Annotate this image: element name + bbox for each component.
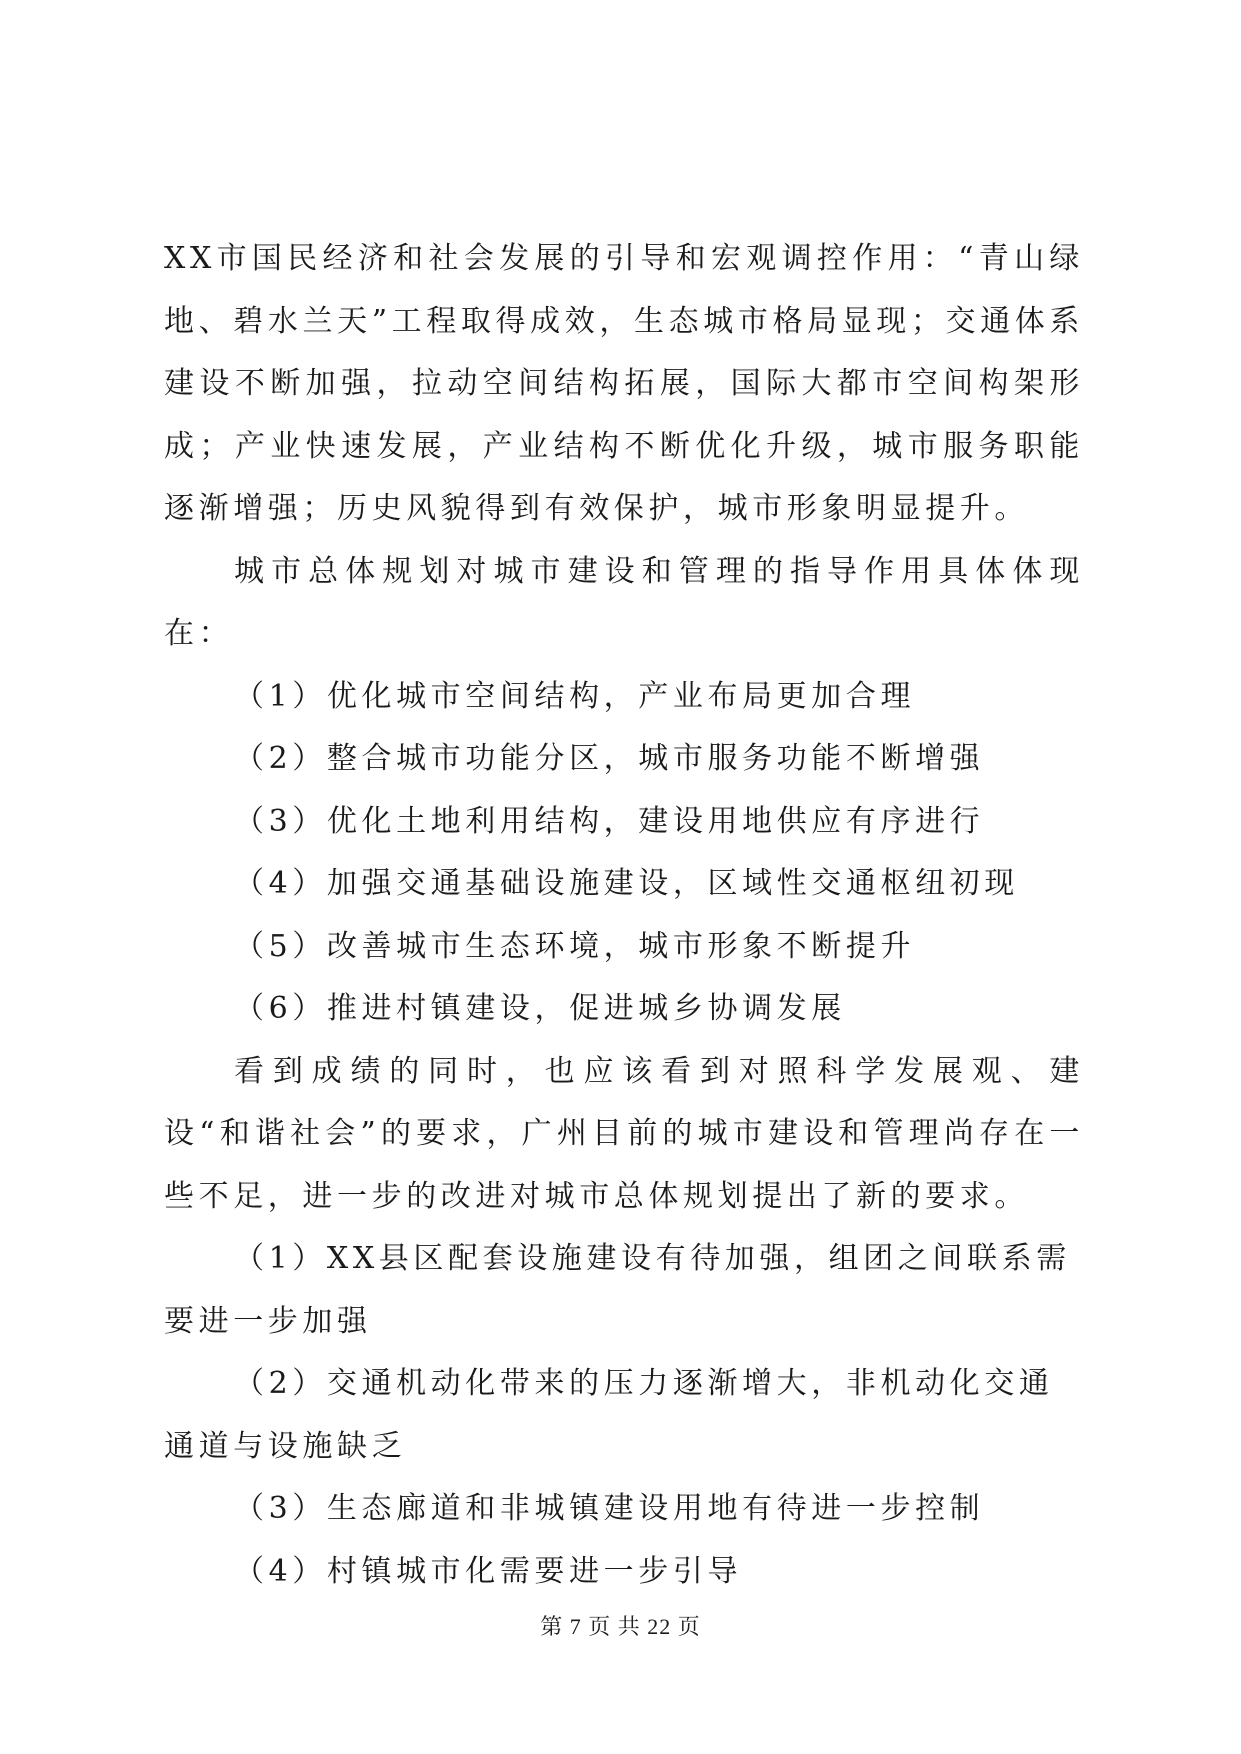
list-item: （3）生态廊道和非城镇建设用地有待进一步控制: [234, 1491, 985, 1526]
document-body: [164, 228, 1084, 1603]
page-footer: 第 7 页 共 22 页: [540, 1614, 701, 1639]
list-item: （1）优化城市空间结构，产业布局更加合理: [234, 678, 916, 714]
list-item: （2）交通机动化带来的压力逐渐增大，非机动化交通通道与设施缺乏: [164, 1366, 1054, 1464]
list-item: （2）整合城市功能分区，城市服务功能不断增强: [234, 741, 985, 776]
paragraph-shortcomings: 看到成绩的同时，也应该看到对照科学发展观、建设“和谐社会”的要求，广州目前的城市建设和管理尚存在一些不足，进一步的改进对城市总体规划提出了新的要求。: [164, 1053, 1084, 1214]
issues-list: [164, 1228, 1084, 1603]
paragraph-intro: XX市国民经济和社会发展的引导和宏观调控作用：“青山绿地、碧水兰天”工程取得成效，生态城市格局显现；交通体系建设不断加强，拉动空间结构拓展，国际大都市空间构架形成；产业快速发展，产业结构不断优化升级，城市服务职能逐渐增强；历史风貌得到有效保护，城市形象明显提升。: [164, 241, 1084, 526]
list-item: （4）加强交通基础设施建设，区域性交通枢纽初现: [234, 866, 1019, 901]
list-item: （6）推进村镇建设，促进城乡协调发展: [234, 991, 846, 1026]
achievements-list: [164, 666, 1084, 1041]
list-item: （5）改善城市生态环境，城市形象不断提升: [234, 928, 916, 964]
list-item: （3）优化土地利用结构，建设用地供应有序进行: [234, 803, 985, 839]
paragraph-guidance-heading: 城市总体规划对城市建设和管理的指导作用具体体现在：: [164, 553, 1084, 651]
list-item: （4）村镇城市化需要进一步引导: [234, 1553, 743, 1589]
list-item: （1）XX县区配套设施建设有待加强，组团之间联系需要进一步加强: [164, 1241, 1071, 1339]
